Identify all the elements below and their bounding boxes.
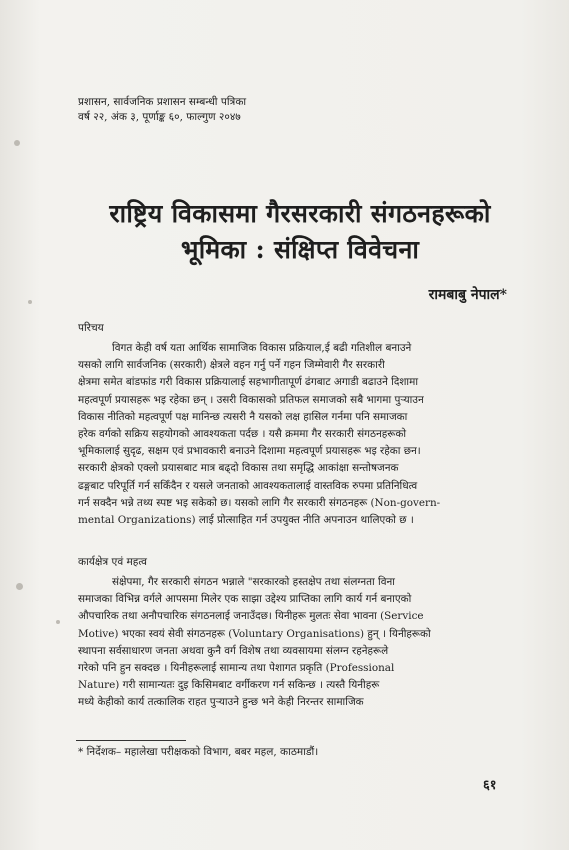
title-line-1: राष्ट्रिय विकासमा गैरसरकारी संगठनहरूको bbox=[109, 199, 491, 228]
journal-issue: वर्ष २२, अंक ३, पूर्णाङ्क ६०, फाल्गुण २०४७ bbox=[78, 111, 241, 123]
paper-speck bbox=[56, 620, 60, 624]
text-line: गर्न सक्दैन भन्ने तथ्य स्पष्ट भइ सकेको छ। यसको लागि गैर सरकारी संगठनहरू (Non-govern- bbox=[78, 496, 441, 509]
text-line: ढङ्गबाट परिपूर्ति गर्न सकिँदैन र यसले जनताको आवश्यकतालाई वास्तविक रुपमा प्रतिनिधित्व bbox=[78, 479, 418, 492]
paragraph-scope bbox=[78, 574, 510, 712]
text-line: स्थापना सर्वसाधारण जनता अथवा कुनै वर्ग विशेष तथा व्यवसायमा संलग्न रहनेहरूले bbox=[78, 644, 389, 657]
paper-speck bbox=[14, 140, 20, 146]
title-line-2: भूमिका : संक्षिप्त विवेचना bbox=[180, 235, 420, 264]
section-heading-introduction: परिचय bbox=[78, 322, 104, 334]
page-number: ६१ bbox=[483, 778, 497, 793]
text-line: समाजका विभिन्न वर्गले आपसमा मिलेर एक साझा उद्देश्य प्राप्तिका लागि कार्य गर्न बनाएको bbox=[78, 593, 412, 606]
author-name: रामबाबु नेपाल* bbox=[428, 287, 507, 303]
journal-name: प्रशासन, सार्वजनिक प्रशासन सम्बन्धी पत्रिका bbox=[78, 96, 247, 108]
text-line: यसको लागि सार्वजनिक (सरकारी) क्षेत्रले वहन गर्नु पर्ने गहन जिम्मेवारी गैर सरकारी bbox=[78, 359, 385, 372]
journal-header bbox=[78, 95, 246, 125]
text-line: Motive) भएका स्वयं सेवी संगठनहरू (Voluntary Organisations) हुन् । यिनीहरूको bbox=[78, 627, 431, 640]
text-line: सरकारी क्षेत्रको एक्लो प्रयासबाट मात्र बढ्दो विकास तथा समृद्धि आकांक्षा सन्तोषजनक bbox=[78, 462, 399, 475]
text-line: गरेको पनि हुन सक्दछ । यिनीहरूलाई सामान्य तथा पेशागत प्रकृति (Professional bbox=[78, 662, 395, 675]
paragraph-introduction bbox=[78, 340, 510, 529]
text-line: संक्षेपमा, गैर सरकारी संगठन भन्नाले "सरकारको हस्तक्षेप तथा संलग्नता विना bbox=[112, 576, 395, 588]
text-line: हरेक वर्गको सक्रिय सहयोगको आवश्यकता पर्दछ । यसै क्रममा गैर सरकारी संगठनहरूको bbox=[78, 428, 407, 441]
text-line: क्षेत्रमा समेत बांडफांड गरी विकास प्रक्रियालाई सहभागीतापूर्ण ढंगबाट अगाडी बढाउने दिशामा bbox=[78, 376, 419, 389]
text-line: mental Organizations) लाई प्रोत्साहित गर्न उपयुक्त नीति अपनाउन थालिएको छ । bbox=[78, 514, 414, 527]
text-line: औपचारिक तथा अनौपचारिक संगठनलाई जनाउँदछ। यिनीहरू मुलतः सेवा भावना (Service bbox=[78, 610, 424, 623]
article-title bbox=[40, 196, 560, 268]
text-line: विकास नीतिको महत्वपूर्ण पक्ष मानिन्छ त्यसरी नै यसको लक्ष हासिल गर्नमा पनि समाजका bbox=[78, 410, 408, 423]
text-line: मध्ये केहीको कार्य तत्कालिक राहत पुऱ्याउने हुन्छ भने केही निरन्तर सामाजिक bbox=[78, 696, 364, 709]
paper-speck bbox=[28, 300, 32, 304]
text-line: Nature) गरी सामान्यतः दुइ किसिमबाट वर्गीकरण गर्न सकिन्छ । त्यस्तै यिनीहरू bbox=[78, 679, 380, 692]
footnote: * निर्देशक– महालेखा परीक्षकको विभाग, बबर महल, काठमाडौं। bbox=[78, 746, 319, 758]
paper-speck bbox=[16, 583, 23, 590]
text-line: महत्वपूर्ण प्रयासहरू भइ रहेका छन् । उसरी विकासको प्रतिफल समाजको सबै भागमा पुऱ्याउन bbox=[78, 393, 424, 406]
section-heading-scope: कार्यक्षेत्र एवं महत्व bbox=[78, 556, 147, 568]
text-line: भूमिकालाई सुदृढ, सक्षम एवं प्रभावकारी बनाउने दिशामा महत्वपूर्ण प्रयासहरू भइ रहेका छन। bbox=[78, 445, 421, 458]
text-line: विगत केही वर्ष यता आर्थिक सामाजिक विकास प्रक्रियाल,ई बढी गतिशील बनाउने bbox=[112, 342, 412, 354]
footnote-divider bbox=[76, 740, 186, 741]
